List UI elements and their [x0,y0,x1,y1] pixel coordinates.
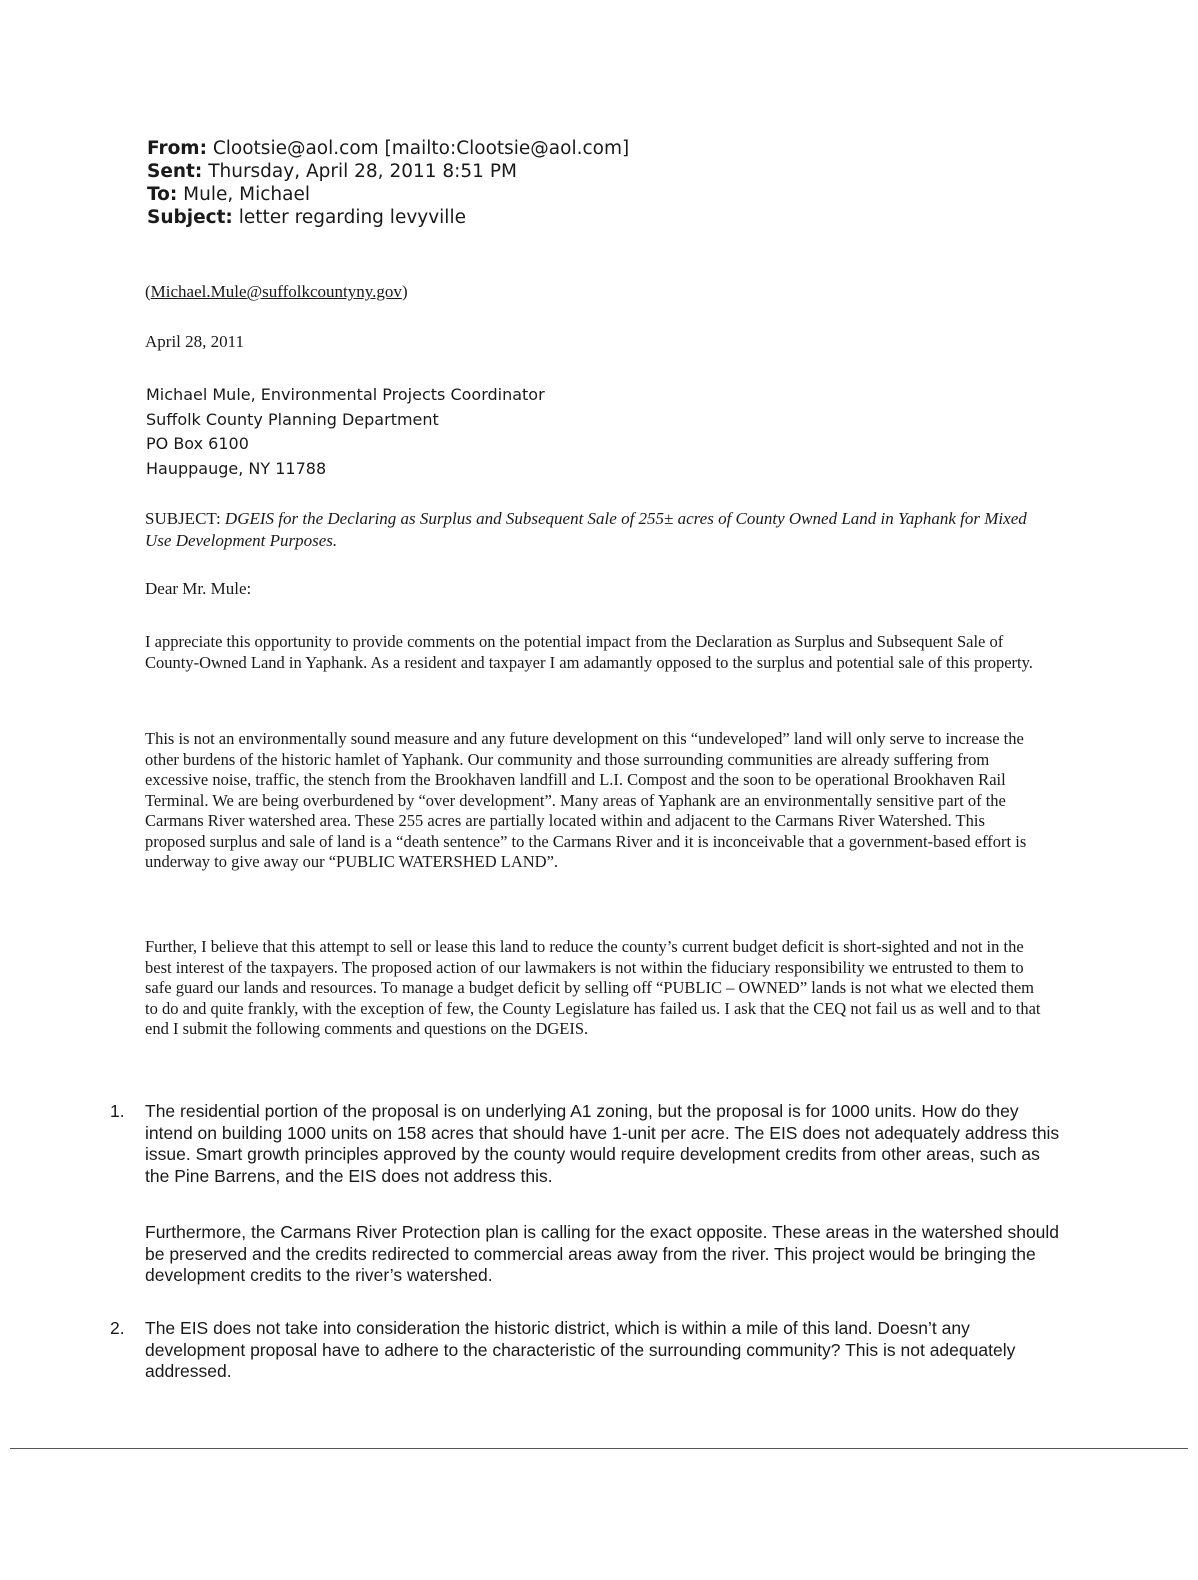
sent-value: Thursday, April 28, 2011 8:51 PM [208,161,517,182]
email-open-paren: ( [145,282,151,301]
salutation: Dear Mr. Mule: [145,579,252,598]
subject-value: letter regarding levyville [238,207,466,228]
recipient-email-link[interactable]: Michael.Mule@suffolkcountyny.gov [150,282,402,301]
address-line: PO Box 6100 [146,434,249,453]
to-value: Mule, Michael [183,184,310,205]
sent-row [147,160,629,183]
body-paragraph: This is not an environmentally sound measure and any future development on this “undeveloped” land will only serve to increase the other burdens of the historic hamlet of Yaphank. Our community and those surrounding communities are already suffering from excessive noise, traffic, the stench from the Brookhaven landfill and L.I. Compost and the soon to be operational Brookhaven Rail Terminal. We are being overburdened by “over development”. Many areas of Yaphank are an environmentally sensitive part of the Carmans River watershed area. These 255 acres are partially located within and adjacent to the Carmans River Watershed. This proposed surplus and sale of land is a “death sentence” to the Carmans River and it is inconceivable that a government-based effort is underway to give away our “PUBLIC WATERSHED LAND”. [145,729,1027,871]
item-number: 2. [110,1318,125,1338]
to-row [147,183,629,206]
item-text: The residential portion of the proposal is on underlying A1 zoning, but the proposal is for 1000 units. How do they intend on building 1000 units on 158 acres that should have 1-unit per acre. The EIS does not adequately address this issue. Smart growth principles approved by the county would require development credits from other areas, such as the Pine Barrens, and the EIS does not address this. [145,1101,1060,1186]
item-text: The EIS does not take into consideration the historic district, which is within a mile of this land. Doesn’t any development proposal have to adhere to the characteristic of the surrounding community? This is not adequately addressed. [145,1318,1016,1381]
from-value: Clootsie@aol.com [mailto:Clootsie@aol.com] [212,138,630,159]
sent-label: Sent: [147,161,203,182]
item-number: 1. [110,1101,125,1121]
page-divider [10,1448,1188,1449]
subject-label: Subject: [147,207,233,228]
to-label: To: [147,184,178,205]
letter-date: April 28, 2011 [145,332,245,351]
address-line: Hauppauge, NY 11788 [146,458,327,478]
address-line: Suffolk County Planning Department [146,409,439,429]
email-header [147,137,629,229]
from-label: From: [147,138,207,159]
recipient-address [146,383,545,481]
letter-subject [145,508,1045,552]
from-row [147,137,629,160]
recipient-email-line [145,282,408,302]
letter-subject-text: DGEIS for the Declaring as Surplus and Subsequent Sale of 255± acres of County Owned Land in Yaphank for Mixed Use Development Purposes. [145,509,1027,550]
subject-row [147,206,629,229]
body-paragraph: Further, I believe that this attempt to sell or lease this land to reduce the county’s current budget deficit is short-sighted and not in the best interest of the taxpayers. The proposed action of our lawmakers is not within the fiduciary responsibility we entrusted to them to safe guard our lands and resources. To manage a budget deficit by selling off “PUBLIC – OWNED” lands is not what we elected them to do and quite frankly, with the exception of few, the County Legislature has failed us. I ask that the CEQ not fail us as well and to that end I submit the following comments and questions on the DGEIS. [145,937,1041,1038]
body-paragraph: I appreciate this opportunity to provide comments on the potential impact from the Declaration as Surplus and Subsequent Sale of County-Owned Land in Yaphank. As a resident and taxpayer I am adamantly opposed to the surplus and potential sale of this property. [145,632,1033,672]
email-close-paren: ) [401,282,408,301]
address-line: Michael Mule, Environmental Projects Coordinator [146,385,545,404]
letter-subject-label: SUBJECT: [145,509,225,528]
item-continuation: Furthermore, the Carmans River Protection plan is calling for the exact opposite. These areas in the watershed should be preserved and the credits redirected to commercial areas away from the river. This project would be bringing the development credits to the river’s watershed. [145,1222,1060,1285]
